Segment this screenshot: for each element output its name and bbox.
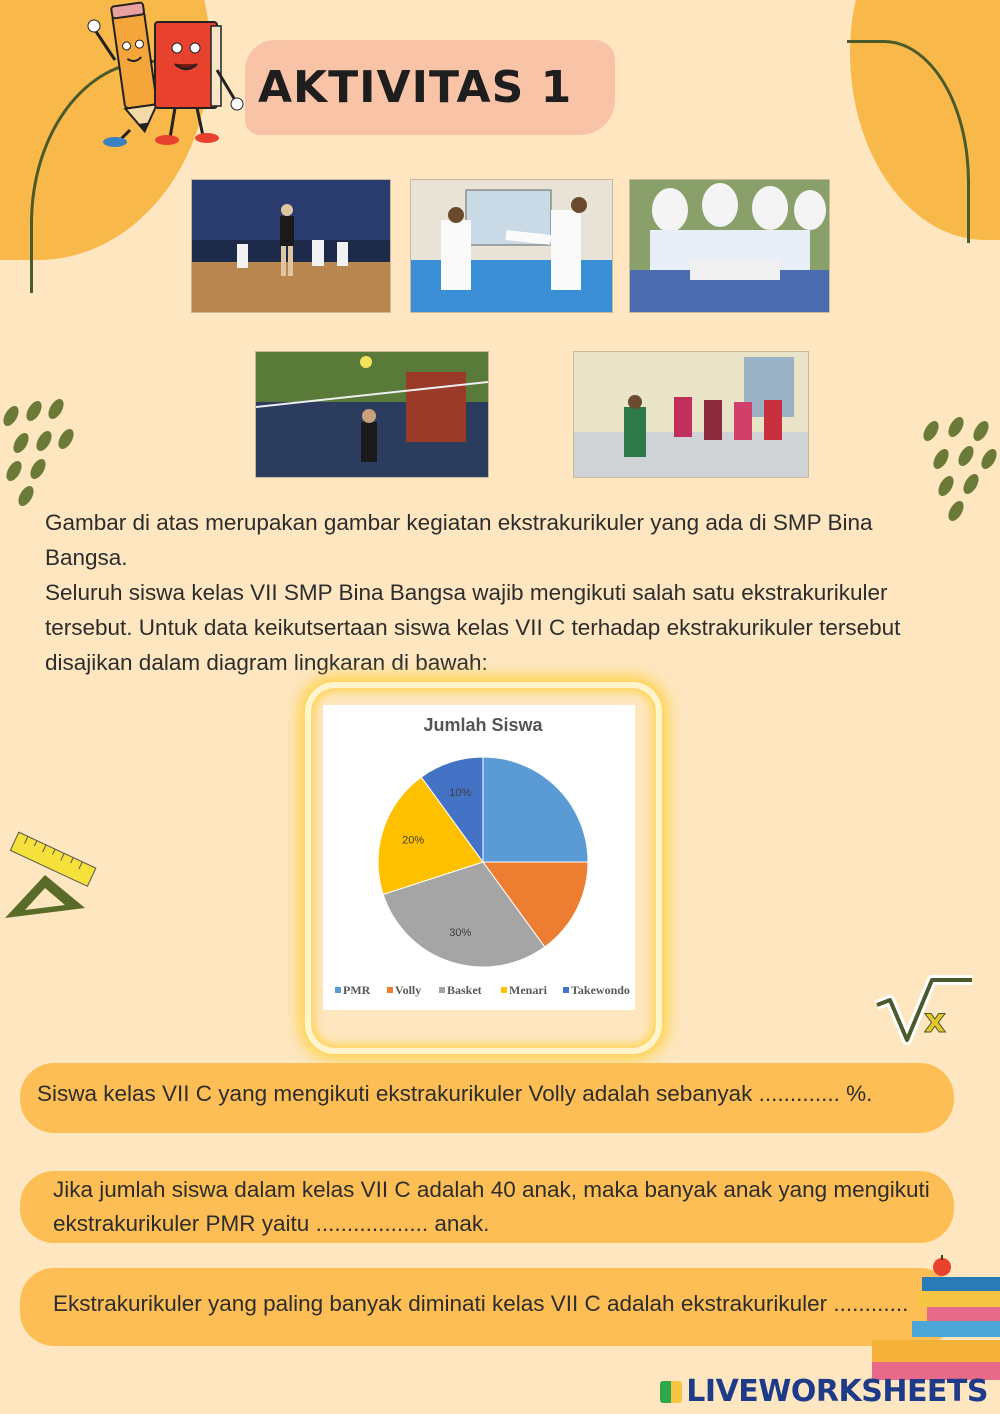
legend-label: Menari [509,983,547,997]
legend-swatch [563,987,569,993]
pie-data-label: 10% [449,787,472,800]
pie-chart-card [323,705,635,1010]
page-title: AKTIVITAS 1 [258,62,573,113]
intro-line: tersebut. Untuk data keikutsertaan siswa kelas VII C terhadap ekstrakurikuler tersebut [45,615,901,640]
legend-label: PMR [343,983,371,997]
pie-data-label: 30% [449,926,472,939]
question-3-text: Ekstrakurikuler yang paling banyak diminati kelas VII C adalah ekstrakurikuler ............ [53,1291,909,1316]
pencil-book-mascot-illustration [85,0,245,150]
intro-line: Gambar di atas merupakan gambar kegiatan ekstrakurikuler yang ada di SMP Bina Bangsa. [45,510,873,570]
legend-label: Basket [447,983,482,997]
basketball-photo [191,179,391,313]
legend-swatch [501,987,507,993]
chart-title: Jumlah Siswa [423,715,543,735]
pie-chart [323,705,635,1010]
dance-photo [573,351,809,478]
intro-line: Seluruh siswa kelas VII SMP Bina Bangsa wajib mengikuti salah satu ekstrakurikuler [45,580,888,605]
square-root-x-illustration [872,970,977,1055]
live-badge-icon [660,1381,682,1403]
question-1-text: Siswa kelas VII C yang mengikuti ekstrakurikuler Volly adalah sebanyak ............. %. [37,1081,873,1106]
pmr-first-aid-photo [629,179,830,313]
books-apple-illustration [872,1255,1000,1380]
pie-data-label: 20% [402,834,425,847]
intro-line: disajikan dalam diagram lingkaran di bawah: [45,650,488,675]
question-2-line-1: Jika jumlah siswa dalam kelas VII C adalah 40 anak, maka banyak anak yang mengikuti [53,1177,930,1202]
legend-label: Volly [395,983,422,997]
taekwondo-photo [410,179,613,313]
question-2-box [20,1171,954,1243]
ruler-set-square-illustration [0,830,100,925]
volleyball-photo [255,351,489,478]
legend-label: Takewondo [571,983,630,997]
legend-swatch [335,987,341,993]
intro-paragraph [45,505,955,680]
svg-text:x: x [924,1001,946,1041]
liveworksheets-brand-text: LIVEWORKSHEETS [686,1374,988,1409]
liveworksheets-logo [660,1374,988,1409]
legend-swatch [439,987,445,993]
question-1-box [20,1063,954,1133]
question-2-line-2: ekstrakurikuler PMR yaitu .................. anak. [53,1211,490,1236]
pie-slice-pmr [483,757,588,862]
question-3-box [20,1268,954,1346]
legend-swatch [387,987,393,993]
